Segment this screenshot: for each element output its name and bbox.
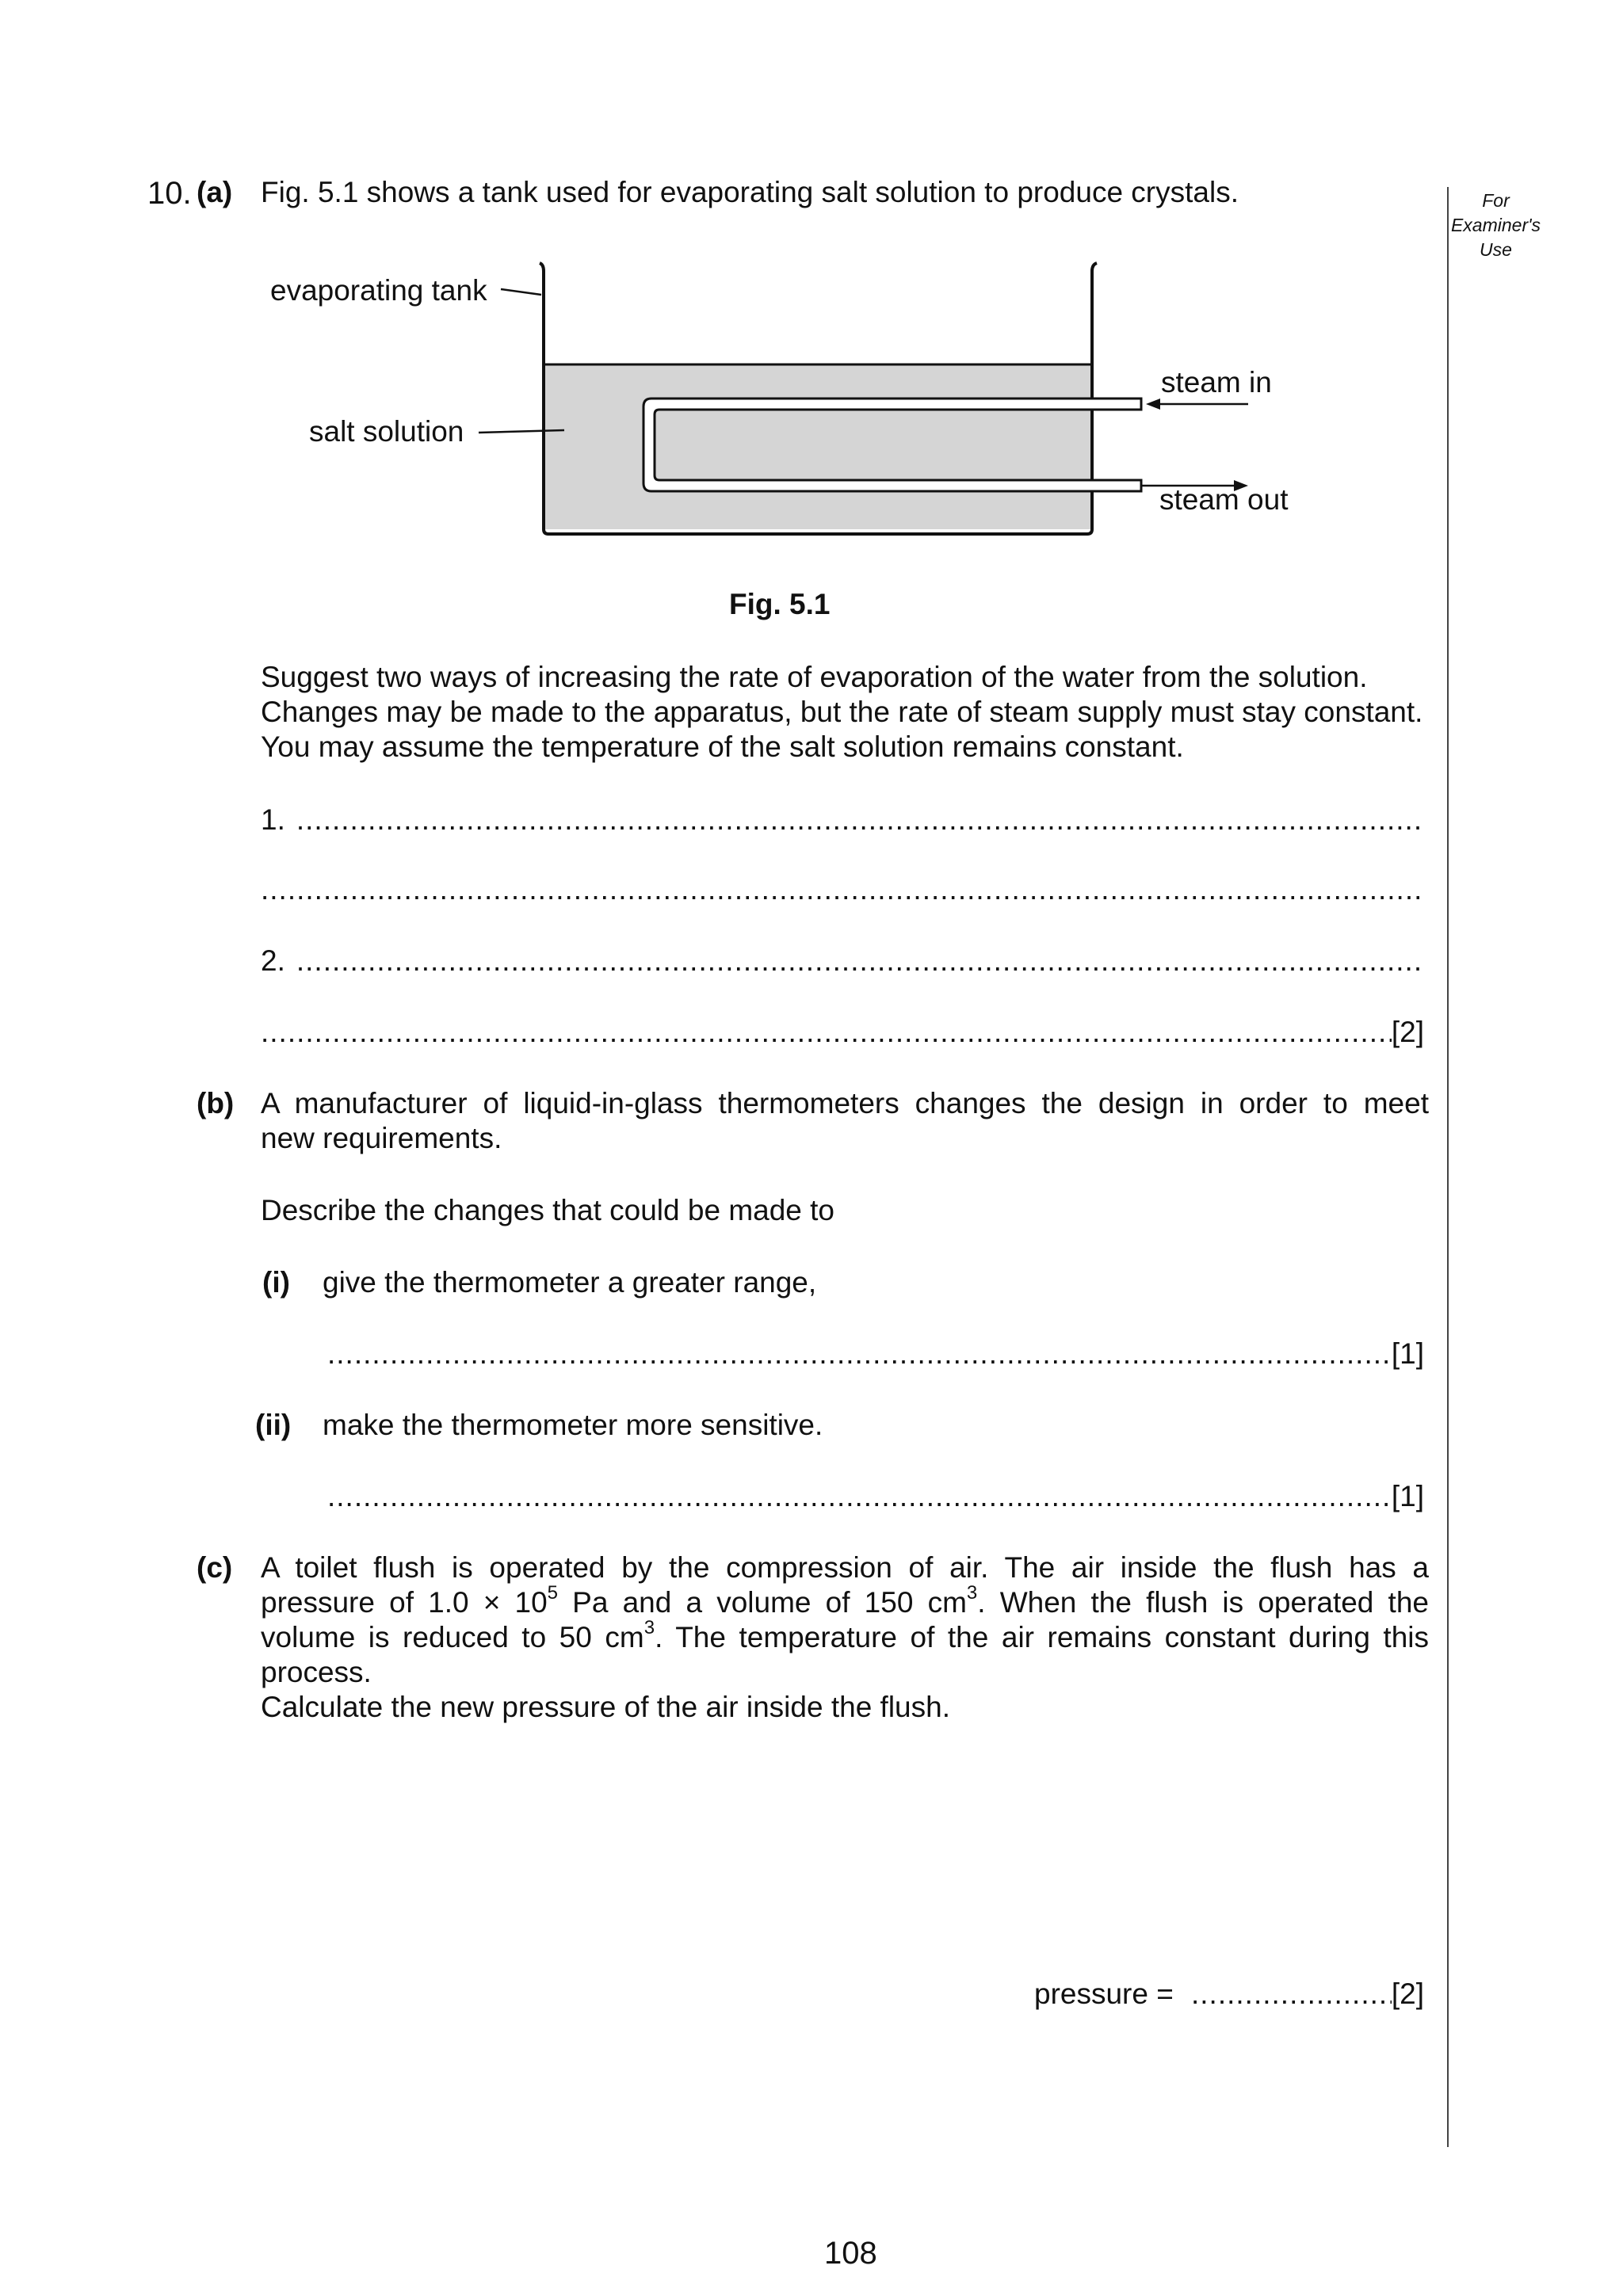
evaporating-tank-diagram: [0, 0, 1623, 634]
label-salt-solution: salt solution: [309, 415, 464, 448]
pressure-answer-label: pressure =: [1034, 1978, 1174, 2010]
part-c-line-2-a: pressure of 1.0 × 10: [261, 1586, 548, 1619]
part-c-label: (c): [197, 1551, 233, 1584]
part-a-intro: Fig. 5.1 shows a tank used for evaporating salt solution to produce crystals.: [261, 176, 1239, 208]
part-a-question-line-1: Suggest two ways of increasing the rate of evaporation of the water from the solution.: [261, 661, 1368, 693]
label-steam-in: steam in: [1161, 366, 1272, 399]
part-c-exponent-3a: 3: [966, 1581, 978, 1604]
part-c-line-2: [261, 1581, 1429, 1620]
answer-2-prefix: 2.: [261, 944, 285, 977]
part-c-line-1: A toilet flush is operated by the compression of air. The air inside the flush has a: [261, 1551, 1429, 1584]
pressure-answer-line[interactable]: [1191, 1976, 1424, 2012]
part-a-label: (a): [197, 176, 233, 208]
part-c-line-3: [261, 1616, 1430, 1655]
part-b-intro-line-1: A manufacturer of liquid-in-glass thermometers changes the design in order to meet: [261, 1087, 1429, 1119]
part-b-ii-marks: [1]: [1391, 1480, 1424, 1512]
part-b-ii-text: make the thermometer more sensitive.: [323, 1409, 823, 1441]
part-c-line-3-b: . The temperature of the air remains constant during this: [655, 1621, 1430, 1653]
part-c-line-5: Calculate the new pressure of the air inside the flush.: [261, 1691, 950, 1723]
salt-solution-fill: [544, 364, 1092, 529]
part-b-ii-answer-line[interactable]: [327, 1478, 1424, 1514]
part-b-i-marks: [1]: [1391, 1337, 1424, 1370]
label-steam-out: steam out: [1159, 483, 1289, 516]
part-c-line-4: process.: [261, 1656, 372, 1688]
answer-line-1[interactable]: [261, 802, 1419, 837]
part-c-line-3-a: volume is reduced to 50 cm: [261, 1621, 644, 1653]
part-b-label: (b): [197, 1087, 235, 1119]
answer-line-2[interactable]: [261, 943, 1419, 978]
tank-leader-line: [501, 289, 541, 295]
part-a-question-line-3: You may assume the temperature of the salt solution remains constant.: [261, 730, 1184, 763]
examiner-line-2: Examiner's: [1450, 215, 1541, 235]
answer-1-prefix: 1.: [261, 803, 285, 836]
part-b-i-text: give the thermometer a greater range,: [323, 1266, 817, 1299]
part-b-intro-line-2: new requirements.: [261, 1122, 502, 1154]
question-number: 10.: [147, 176, 192, 211]
examiner-line-1: For: [1482, 190, 1510, 211]
figure-caption: Fig. 5.1: [729, 588, 831, 620]
page-number: 108: [824, 2236, 877, 2271]
steam-in-arrow-icon: [1146, 399, 1160, 410]
part-c-exponent-5: 5: [547, 1581, 559, 1604]
part-b-describe: Describe the changes that could be made to: [261, 1194, 835, 1226]
part-b-i-label: (i): [262, 1266, 290, 1299]
part-c-line-2-c: . When the flush is operated the: [977, 1586, 1429, 1619]
part-a-question-line-2: Changes may be made to the apparatus, but the rate of steam supply must stay constant.: [261, 696, 1423, 728]
examiner-line-3: Use: [1480, 239, 1512, 260]
answer-line-2-continued[interactable]: [261, 1014, 1424, 1050]
part-a-marks: [2]: [1391, 1016, 1424, 1048]
part-c-exponent-3b: 3: [643, 1616, 655, 1638]
answer-line-1-continued[interactable]: [261, 871, 1419, 907]
part-c-line-2-b: Pa and a volume of 150 cm: [558, 1586, 967, 1619]
label-evaporating-tank: evaporating tank: [270, 274, 487, 307]
part-b-i-answer-line[interactable]: [327, 1336, 1424, 1371]
part-b-ii-label: (ii): [255, 1409, 292, 1441]
part-c-marks: [2]: [1391, 1978, 1424, 2010]
